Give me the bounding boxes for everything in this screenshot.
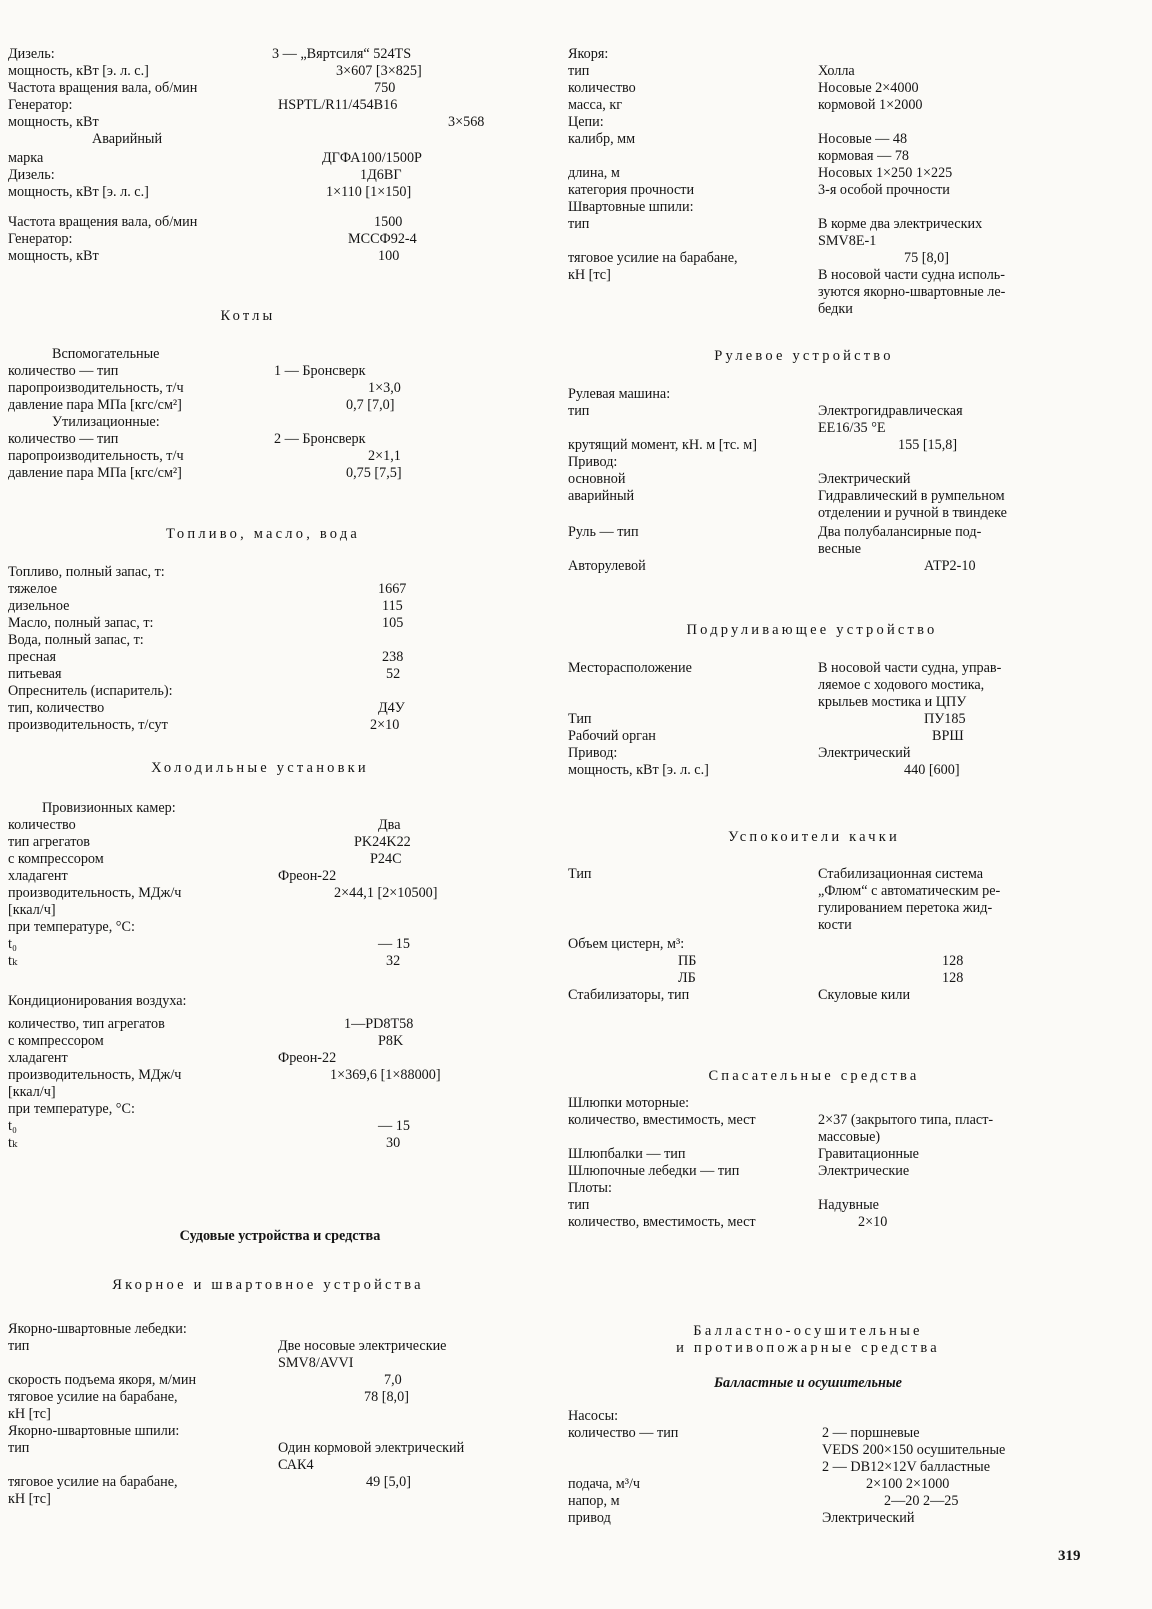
section-heading: Рулевое устройство (714, 348, 894, 364)
page-number: 319 (1058, 1548, 1081, 1564)
spec-label: мощность, кВт [э. л. с.] (568, 762, 709, 778)
spec-value: 52 (386, 666, 401, 682)
spec-value: — 15 (378, 1118, 410, 1134)
spec-label: Шлюпки моторные: (568, 1095, 690, 1111)
spec-value: „Флюм“ с автоматическим ре- (818, 883, 1001, 899)
spec-label: Аварийный (92, 131, 163, 147)
spec-label: Частота вращения вала, об/мин (8, 214, 198, 230)
spec-label: Кондиционирования воздуха: (8, 993, 187, 1009)
spec-label: t₀ (8, 1118, 17, 1134)
spec-value: P24C (370, 851, 402, 867)
spec-value: 75 [8,0] (904, 250, 949, 266)
spec-value: 3×568 (448, 114, 485, 130)
spec-label: кН [тс] (568, 267, 611, 283)
spec-value: Носовых 1×250 1×225 (818, 165, 953, 181)
spec-value: 100 (378, 248, 400, 264)
spec-value: крыльев мостика и ЦПУ (818, 694, 967, 710)
spec-value: 3-я особой прочности (818, 182, 950, 198)
spec-value: САК4 (278, 1457, 314, 1473)
spec-label: тяговое усилие на барабане, (8, 1389, 178, 1405)
spec-label: тип (568, 403, 590, 419)
spec-value: 2×37 (закрытого типа, пласт- (818, 1112, 994, 1128)
spec-value: 2×44,1 [2×10500] (334, 885, 438, 901)
spec-label: при температуре, °C: (8, 919, 135, 935)
spec-value: Электрический (818, 471, 911, 487)
spec-label: Привод: (568, 745, 618, 761)
spec-label: напор, м (568, 1493, 620, 1509)
spec-value: Скуловые кили (818, 987, 911, 1003)
spec-value: — 15 (378, 936, 410, 952)
spec-value: Электрический (822, 1510, 915, 1526)
spec-value: 1Д6ВГ (360, 167, 402, 183)
spec-label: тип (568, 63, 590, 79)
spec-label: количество (8, 817, 76, 833)
spec-value: весные (818, 541, 861, 557)
spec-value: 2 — DB12×12V балластные (822, 1459, 991, 1475)
spec-value: 128 (942, 953, 964, 969)
spec-value: 2 — поршневые (822, 1425, 920, 1441)
spec-value: Фреон-22 (278, 868, 337, 884)
section-heading: Котлы (220, 308, 276, 324)
spec-value: 128 (942, 970, 964, 986)
spec-label: Провизионных камер: (42, 800, 176, 816)
spec-label: Масло, полный запас, т: (8, 615, 154, 631)
spec-label: тяговое усилие на барабане, (568, 250, 738, 266)
spec-label: Объем цистерн, м³: (568, 936, 685, 952)
spec-value: зуются якорно-швартовные ле- (818, 284, 1006, 300)
spec-label: основной (568, 471, 626, 487)
spec-label: Утилизационные: (52, 414, 160, 430)
spec-value: 2×10 (370, 717, 400, 733)
spec-label: паропроизводительность, т/ч (8, 448, 184, 464)
spec-value: 1667 (378, 581, 407, 597)
spec-value: Стабилизационная система (818, 866, 984, 882)
spec-label: Руль — тип (568, 524, 639, 540)
spec-value: 2 — Бронсверк (274, 431, 366, 447)
spec-label: Дизель: (8, 46, 55, 62)
spec-value: 3 — „Вяртсиля“ 524TS (272, 46, 412, 62)
spec-label: при температуре, °C: (8, 1101, 135, 1117)
spec-label: тип (568, 216, 590, 232)
section-heading: Якорное и швартовное устройства (112, 1277, 424, 1293)
spec-label: Рулевая машина: (568, 386, 671, 402)
spec-label: Шлюпбалки — тип (568, 1146, 686, 1162)
spec-value: Холла (818, 63, 855, 79)
spec-label: Якорно-швартовные лебедки: (8, 1321, 187, 1337)
spec-label: хладагент (8, 868, 68, 884)
spec-label: Тип (568, 866, 592, 882)
spec-label: Шлюпочные лебедки — тип (568, 1163, 740, 1179)
spec-label: Генератор: (8, 231, 73, 247)
spec-label: Вспомогательные (52, 346, 160, 362)
spec-label: пресная (8, 649, 57, 665)
section-heading: Балластные и осушительные (714, 1375, 902, 1391)
spec-value: кормовая — 78 (818, 148, 910, 164)
spec-label: Дизель: (8, 167, 55, 183)
spec-value: 750 (374, 80, 396, 96)
spec-value: 1×110 [1×150] (326, 184, 412, 200)
spec-value: АТР2-10 (924, 558, 976, 574)
spec-label: масса, кг (568, 97, 623, 113)
spec-label: давление пара МПа [кгс/см²] (8, 465, 182, 481)
spec-value: P8K (378, 1033, 404, 1049)
spec-label: Авторулевой (568, 558, 646, 574)
spec-value: 105 (382, 615, 404, 631)
section-heading: Судовые устройства и средства (179, 1228, 381, 1244)
spec-label: тяжелое (8, 581, 58, 597)
spec-label: Вода, полный запас, т: (8, 632, 144, 648)
spec-label: Цепи: (568, 114, 604, 130)
spec-value: 32 (386, 953, 401, 969)
spec-label: Швартовные шпили: (568, 199, 694, 215)
spec-label: Якорно-швартовные шпили: (8, 1423, 180, 1439)
section-heading: Балластно-осушительные (693, 1323, 923, 1339)
spec-label: мощность, кВт [э. л. с.] (8, 184, 149, 200)
spec-label: производительность, МДж/ч (8, 1067, 182, 1083)
spec-value: 2×1,1 (368, 448, 401, 464)
spec-label: количество, вместимость, мест (568, 1112, 756, 1128)
spec-label: Привод: (568, 454, 618, 470)
section-heading: Подруливающее устройство (686, 622, 938, 638)
spec-label: с компрессором (8, 851, 104, 867)
section-heading: Топливо, масло, вода (165, 526, 361, 542)
spec-label: Опреснитель (испаритель): (8, 683, 173, 699)
spec-value: EE16/35 °E (818, 420, 886, 436)
spec-label: давление пара МПа [кгс/см²] (8, 397, 182, 413)
spec-label: количество — тип (568, 1425, 679, 1441)
spec-label: мощность, кВт (8, 248, 99, 264)
spec-value: SMV8E-1 (818, 233, 877, 249)
spec-label: хладагент (8, 1050, 68, 1066)
spec-label: [ккал/ч] (8, 902, 56, 918)
spec-label: количество, вместимость, мест (568, 1214, 756, 1230)
spec-value: 2×100 2×1000 (866, 1476, 950, 1492)
spec-label: ПБ (678, 953, 697, 969)
spec-label: кН [тс] (8, 1406, 51, 1422)
spec-label: с компрессором (8, 1033, 104, 1049)
spec-value: В корме два электрических (818, 216, 983, 232)
spec-value: Гидравлический в румпельном (818, 488, 1005, 504)
spec-value: ДГФА100/1500Р (322, 150, 422, 166)
spec-value: 1×369,6 [1×88000] (330, 1067, 441, 1083)
spec-label: дизельное (8, 598, 70, 614)
spec-label: тяговое усилие на барабане, (8, 1474, 178, 1490)
spec-label: питьевая (8, 666, 62, 682)
spec-value: 7,0 (384, 1372, 402, 1388)
spec-value: кости (818, 917, 852, 933)
spec-value: В носовой части судна исполь- (818, 267, 1005, 283)
spec-label: калибр, мм (568, 131, 636, 147)
spec-label: количество — тип (8, 363, 119, 379)
spec-value: 115 (382, 598, 403, 614)
spec-value: 1 — Бронсверк (274, 363, 366, 379)
section-heading: и противопожарные средства (676, 1340, 940, 1356)
spec-label: Насосы: (568, 1408, 619, 1424)
spec-label: Якоря: (568, 46, 609, 62)
spec-label: подача, м³/ч (568, 1476, 641, 1492)
spec-label: ЛБ (678, 970, 696, 986)
spec-label: паропроизводительность, т/ч (8, 380, 184, 396)
spec-label: мощность, кВт (8, 114, 99, 130)
spec-value: отделении и ручной в твиндеке (818, 505, 1007, 521)
spec-label: Топливо, полный запас, т: (8, 564, 165, 580)
spec-label: производительность, МДж/ч (8, 885, 182, 901)
spec-label: количество — тип (8, 431, 119, 447)
spec-label: tₖ (8, 1135, 18, 1151)
spec-value: 2—20 2—25 (884, 1493, 959, 1509)
spec-value: бедки (818, 301, 853, 317)
spec-value: ВРШ (932, 728, 964, 744)
spec-value: 0,75 [7,5] (346, 465, 402, 481)
spec-label: производительность, т/сут (8, 717, 168, 733)
spec-label: Месторасположение (568, 660, 692, 676)
spec-value: HSPTL/R11/454B16 (278, 97, 398, 113)
spec-value: 238 (382, 649, 404, 665)
spec-value: Две носовые электрические (278, 1338, 447, 1354)
spec-label: количество (568, 80, 636, 96)
spec-value: Электрические (818, 1163, 910, 1179)
spec-value: 1×3,0 (368, 380, 401, 396)
spec-value: 0,7 [7,0] (346, 397, 395, 413)
spec-label: количество, тип агрегатов (8, 1016, 165, 1032)
spec-value: В носовой части судна, управ- (818, 660, 1002, 676)
spec-value: Один кормовой электрический (278, 1440, 465, 1456)
spec-value: 440 [600] (904, 762, 960, 778)
spec-value: VEDS 200×150 осушительные (822, 1442, 1006, 1458)
section-heading: Спасательные средства (708, 1068, 920, 1084)
spec-value: гулированием перетока жид- (818, 900, 993, 916)
spec-value: ляемое с ходового мостика, (818, 677, 985, 693)
spec-label: Тип (568, 711, 592, 727)
spec-value: Носовые 2×4000 (818, 80, 919, 96)
spec-value: Надувные (818, 1197, 879, 1213)
spec-value: Носовые — 48 (818, 131, 908, 147)
spec-value: МССФ92-4 (348, 231, 417, 247)
spec-value: Два полубалансирные под- (818, 524, 982, 540)
spec-value: 3×607 [3×825] (336, 63, 422, 79)
spec-label: Плоты: (568, 1180, 612, 1196)
spec-label: Частота вращения вала, об/мин (8, 80, 198, 96)
spec-label: tₖ (8, 953, 18, 969)
spec-label: длина, м (568, 165, 620, 181)
spec-value: SMV8/AVVI (278, 1355, 354, 1371)
spec-label: Стабилизаторы, тип (568, 987, 690, 1003)
spec-value: Электрический (818, 745, 911, 761)
spec-label: тип, количество (8, 700, 105, 716)
spec-label: категория прочности (568, 182, 695, 198)
spec-value: Электрогидравлическая (818, 403, 963, 419)
spec-value: 30 (386, 1135, 401, 1151)
spec-value: Гравитационные (818, 1146, 919, 1162)
spec-label: аварийный (568, 488, 635, 504)
spec-value: 1—PD8T58 (344, 1016, 414, 1032)
spec-label: Рабочий орган (568, 728, 656, 744)
spec-label: тип (568, 1197, 590, 1213)
spec-value: 49 [5,0] (366, 1474, 411, 1490)
spec-value: массовые) (818, 1129, 881, 1145)
spec-label: привод (568, 1510, 611, 1526)
spec-label: тип (8, 1338, 30, 1354)
spec-label: тип (8, 1440, 30, 1456)
spec-label: скорость подъема якоря, м/мин (8, 1372, 197, 1388)
spec-label: тип агрегатов (8, 834, 90, 850)
spec-label: [ккал/ч] (8, 1084, 56, 1100)
spec-value: 155 [15,8] (898, 437, 958, 453)
spec-value: Фреон-22 (278, 1050, 337, 1066)
spec-label: мощность, кВт [э. л. с.] (8, 63, 149, 79)
spec-label: кН [тс] (8, 1491, 51, 1507)
section-heading: Успокоители качки (728, 829, 900, 845)
spec-value: Д4У (378, 700, 405, 716)
section-heading: Холодильные установки (151, 760, 369, 776)
spec-value: 2×10 (858, 1214, 888, 1230)
spec-value: PK24K22 (354, 834, 411, 850)
spec-value: Два (378, 817, 401, 833)
spec-label: крутящий момент, кН. м [тс. м] (568, 437, 757, 453)
spec-label: t₀ (8, 936, 17, 952)
spec-value: 78 [8,0] (364, 1389, 409, 1405)
spec-value: ПУ185 (924, 711, 966, 727)
spec-label: Генератор: (8, 97, 73, 113)
spec-label: марка (8, 150, 44, 166)
spec-value: кормовой 1×2000 (818, 97, 923, 113)
spec-value: 1500 (374, 214, 403, 230)
